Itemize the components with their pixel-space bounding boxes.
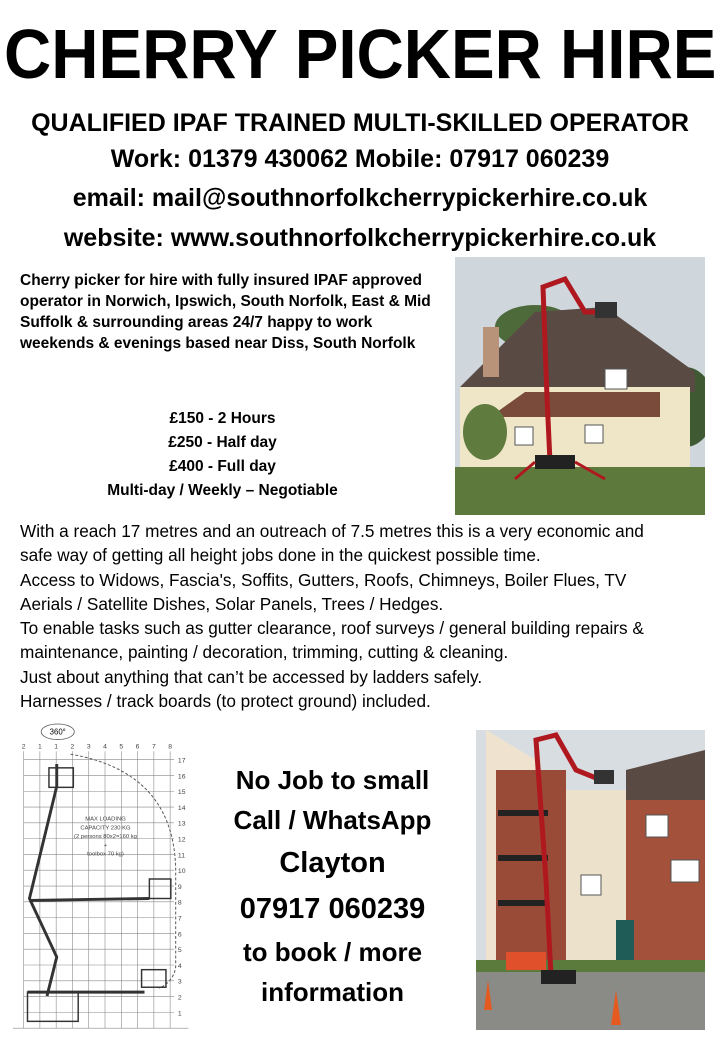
email-line[interactable]: email: mail@southnorfolkcherrypickerhire.co.uk [72,184,648,212]
phone-line: Work: 01379 430062 Mobile: 07917 060239 [110,145,610,173]
intro-text: Cherry picker for hire with fully insured IPAF approved operator in Norwich, Ipswich, South Norfolk, East & Mid Suffolk & surrounding areas 24/7 happy to work weekends & evenings based near Diss, South Norfolk [20,272,431,352]
load-capacity-text: MAX LOADING [85,816,126,823]
right-tick-label: 4 [177,962,182,970]
cta-no-job-too-small: No Job to small [235,765,430,795]
load-capacity-text: (2 persons 80x2=160 kg [74,834,137,841]
right-tick-label: 7 [177,915,182,923]
top-tick-label: 8 [168,743,173,751]
right-tick-label: 13 [177,820,186,828]
price-half-day: £250 - Half day [168,434,277,451]
right-tick-label: 2 [177,994,182,1002]
price-2-hours: £150 - 2 Hours [169,410,276,427]
price-list [20,407,425,503]
details-line: safe way of getting all height jobs done in the quickest possible time. [20,545,541,566]
cta-to-book: to book / more [242,937,423,967]
right-tick-label: 9 [177,883,182,891]
qualification-line: QUALIFIED IPAF TRAINED MULTI-SKILLED OPERATOR [31,109,689,137]
top-tick-label: 1 [54,743,59,751]
cta-call-whatsapp: Call / WhatsApp [233,805,432,835]
details-line: Access to Widows, Fascia's, Soffits, Gutters, Roofs, Chimneys, Boiler Flues, TV [20,569,627,590]
details-line: Harnesses / track boards (to protect ground) included. [20,691,431,712]
price-multi-day: Multi-day / Weekly – Negotiable [107,482,338,499]
right-tick-label: 17 [177,757,186,765]
top-tick-label: 2 [21,743,26,751]
page-title: CHERRY PICKER HIRE [4,15,717,93]
call-to-action [215,760,450,1012]
details-line: Aerials / Satellite Dishes, Solar Panels, Trees / Hedges. [20,593,444,614]
website-line[interactable]: website: www.southnorfolkcherrypickerhire.co.uk [63,224,657,252]
top-tick-label: 7 [151,743,156,751]
apartment-photo [476,730,705,1030]
right-tick-label: 15 [177,789,186,797]
cta-information: information [261,977,404,1007]
right-tick-label: 12 [177,836,186,844]
right-tick-label: 14 [177,804,186,812]
right-tick-label: 8 [177,899,182,907]
right-tick-label: 11 [177,852,186,860]
right-tick-label: 5 [177,947,182,955]
load-capacity-text: + [103,842,108,849]
load-capacity-text: CAPACITY 230 KG [80,825,131,832]
cta-name: Clayton [279,847,386,879]
load-capacity-text: toolbox 70 kg) [87,851,124,858]
right-tick-label: 3 [177,978,182,986]
top-tick-label: 1 [37,743,42,751]
price-full-day: £400 - Full day [169,458,276,475]
right-tick-label: 16 [177,773,186,781]
rotation-label: 360° [49,727,66,737]
top-tick-label: 2 [70,743,75,751]
right-tick-label: 1 [177,1010,182,1018]
right-tick-label: 6 [177,931,182,939]
top-tick-label: 6 [135,743,140,751]
details-line: With a reach 17 metres and an outreach of 7.5 metres this is a very economic and [20,521,644,541]
details-line: maintenance, painting / decoration, trimming, cutting & cleaning. [20,642,509,663]
reach-diagram [8,720,203,1038]
top-tick-label: 4 [103,743,107,751]
right-tick-label: 10 [177,868,186,876]
house-photo [455,257,705,515]
service-details [20,519,710,713]
details-line: Just about anything that can’t be accessed by ladders safely. [20,666,483,687]
top-tick-label: 3 [86,743,91,751]
top-tick-label: 5 [119,743,124,751]
details-line: To enable tasks such as gutter clearance, roof surveys / general building repairs & [20,618,644,639]
cta-phone[interactable]: 07917 060239 [239,893,426,925]
